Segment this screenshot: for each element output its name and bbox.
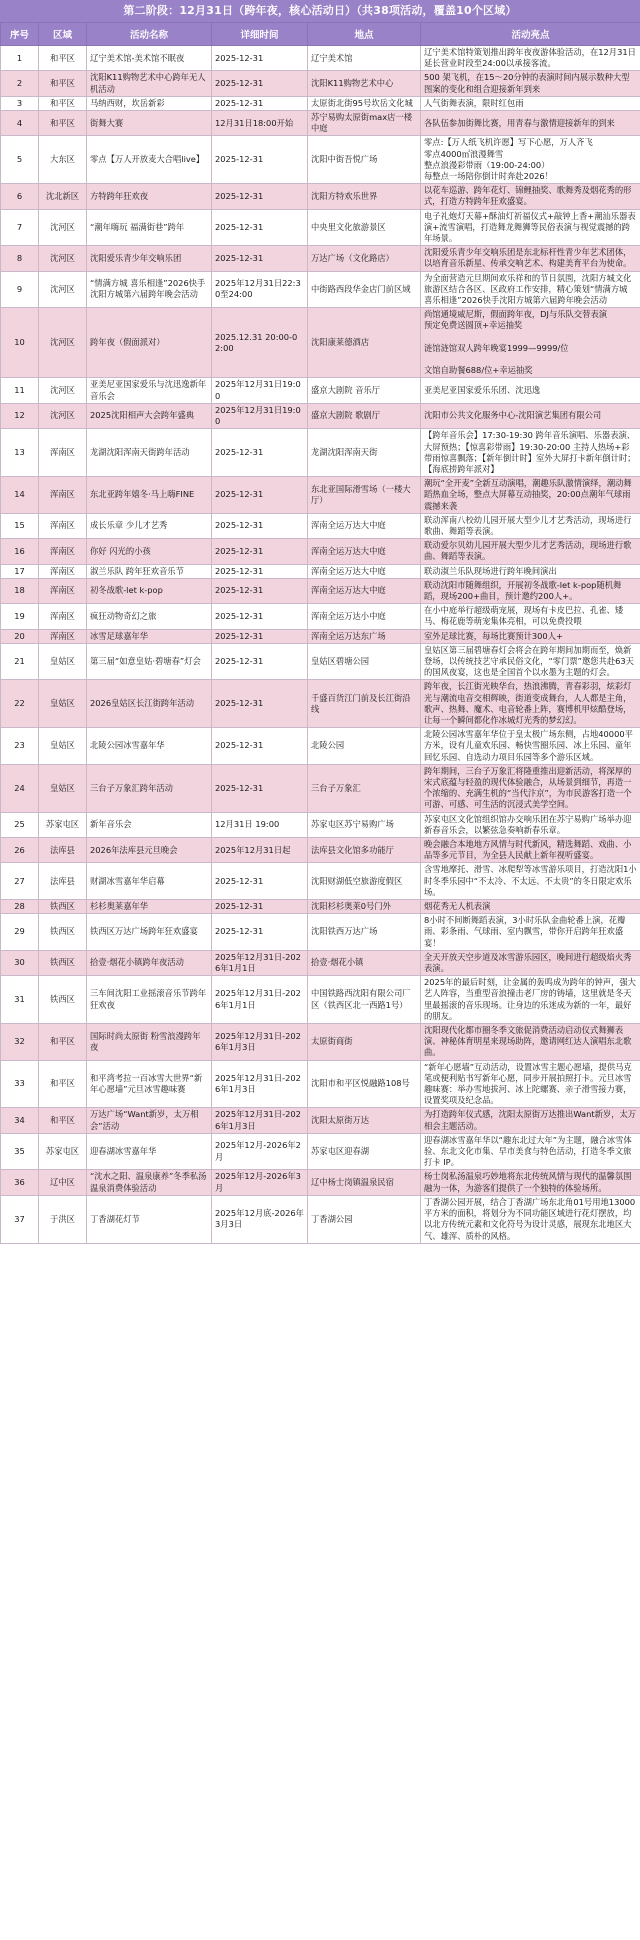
cell-highlight: “新年心愿墙”互动活动，设置冰雪主题心愿墙，提供马克笔或便利贴书写新年心愿，同步开展拍照打卡。元旦冰雪趣味赛：举办雪地拔河、冰上陀螺赛、亲子滑雪接力赛，设置奖项及纪念品。 — [421, 1060, 640, 1108]
cell-highlight: 以花车巡游、跨年花灯、锦鲤抽奖、歌舞秀及烟花秀的形式，打造方特跨年狂欢盛宴。 — [421, 184, 640, 209]
cell-name: 新年音乐会 — [87, 812, 212, 837]
cell-highlight: 人气街舞表演，限时红包雨 — [421, 96, 640, 110]
cell-highlight: 联动淑兰乐队现场进行跨年晚间演出 — [421, 564, 640, 578]
cell-place: 沈阳中街吾悦广场 — [308, 136, 421, 184]
cell-no: 2 — [1, 71, 39, 96]
table-row — [1, 513, 640, 538]
cell-time: 2025-12-31 — [212, 477, 308, 514]
cell-district: 皇姑区 — [39, 643, 87, 680]
cell-no: 22 — [1, 680, 39, 728]
cell-no: 5 — [1, 136, 39, 184]
cell-name: “情满方城 喜乐相逢”2026快手沈阳方城第六届跨年晚会活动 — [87, 271, 212, 308]
cell-time: 2025-12-31 — [212, 429, 308, 477]
header-row — [1, 23, 640, 46]
table-row — [1, 976, 640, 1024]
cell-name: 北陵公园冰雪嘉年华 — [87, 728, 212, 765]
cell-no: 27 — [1, 863, 39, 900]
cell-district: 浑南区 — [39, 539, 87, 564]
cell-place: 中央里文化旅游景区 — [308, 209, 421, 246]
cell-place: 盛京大剧院 歌剧厅 — [308, 403, 421, 428]
cell-time: 2025年12月31日-2026年1月3日 — [212, 1024, 308, 1061]
cell-no: 24 — [1, 764, 39, 812]
cell-name: “沈水之阳、温泉康养”冬季私汤温泉消费体验活动 — [87, 1170, 212, 1195]
cell-highlight: 尚馆通境威尼斯，假面跨年夜，DJ与乐队交替表演 预定免费送圆顶+幸运抽奖 涟馆涟馆双人跨年晚宴1999—9999/位 文馆自助餐688/位+幸运抽奖 — [421, 308, 640, 378]
cell-no: 16 — [1, 539, 39, 564]
cell-name: 2026年法库县元旦晚会 — [87, 838, 212, 863]
cell-no: 20 — [1, 629, 39, 643]
cell-place: 浑南全运万达东广场 — [308, 629, 421, 643]
cell-time: 2025-12-31 — [212, 604, 308, 629]
cell-highlight: 为打造跨年仪式感，沈阳太原街万达推出Want新岁，太万相会主题活动。 — [421, 1108, 640, 1133]
col-header-highlight: 活动亮点 — [421, 23, 640, 46]
cell-time: 2025年12月31日19:00 — [212, 378, 308, 403]
table-row — [1, 914, 640, 951]
cell-time: 2025-12-31 — [212, 764, 308, 812]
cell-name: 街舞大赛 — [87, 111, 212, 136]
cell-no: 8 — [1, 246, 39, 271]
cell-time: 2025年12月-2026年2月 — [212, 1133, 308, 1170]
cell-place: 太原街商街 — [308, 1024, 421, 1061]
cell-place: 苏宁易购太原街max店一楼中庭 — [308, 111, 421, 136]
cell-highlight: 沈阳市公共文化服务中心-沈阳演艺集团有限公司 — [421, 403, 640, 428]
cell-place: 浑南全运万达小中庭 — [308, 604, 421, 629]
cell-no: 36 — [1, 1170, 39, 1195]
cell-no: 7 — [1, 209, 39, 246]
cell-place: 浑南全运万达大中庭 — [308, 539, 421, 564]
table-row — [1, 1060, 640, 1108]
table-row — [1, 71, 640, 96]
cell-no: 37 — [1, 1195, 39, 1243]
cell-highlight: 丁香湖公园开展，结合丁香湖广场东北角01号用地13000平方米的面积，将划分为不同功能区域进行花灯摆放，均以北方传统元素和文化符号为设计灵感，展现东北地区大气、雄浑、质朴的风格。 — [421, 1195, 640, 1243]
cell-district: 苏家屯区 — [39, 812, 87, 837]
table-row — [1, 96, 640, 110]
cell-district: 浑南区 — [39, 477, 87, 514]
table-row — [1, 46, 640, 71]
cell-district: 沈河区 — [39, 271, 87, 308]
table-row — [1, 1170, 640, 1195]
phase-banner: 第二阶段：12月31日（跨年夜，核心活动日）（共38项活动，覆盖10个区域） — [0, 0, 640, 22]
cell-place: 拾壹·烟花小镇 — [308, 950, 421, 975]
cell-name: 国际时尚太原街 粉雪浪漫跨年夜 — [87, 1024, 212, 1061]
cell-highlight: 沈阳爱乐青少年交响乐团是东北标杆性青少年艺术团体，以培育音乐新星、传承交响艺术、构建美育平台为使命。 — [421, 246, 640, 271]
cell-highlight: 为全面营造元旦期间欢乐祥和的节日氛围，沈阳方城文化旅游区结合各区、区政府工作安排，精心策划“情满方城 喜乐相逢”2026快手沈阳方城第六届跨年晚会活动 — [421, 271, 640, 308]
cell-name: “潮年嗨玩 福满街巷”跨年 — [87, 209, 212, 246]
cell-place: 龙湖沈阳浑南天街 — [308, 429, 421, 477]
cell-place: 苏家屯区迎春湖 — [308, 1133, 421, 1170]
cell-name: 万达广场“Want新岁，太万相会”活动 — [87, 1108, 212, 1133]
cell-no: 30 — [1, 950, 39, 975]
cell-district: 皇姑区 — [39, 680, 87, 728]
cell-name: 沈阳K11购物艺术中心跨年无人机活动 — [87, 71, 212, 96]
cell-name: 你好 闪光的小孩 — [87, 539, 212, 564]
table-row — [1, 629, 640, 643]
table-row — [1, 111, 640, 136]
cell-no: 13 — [1, 429, 39, 477]
cell-time: 2025-12-31 — [212, 513, 308, 538]
cell-time: 2025-12-31 — [212, 680, 308, 728]
cell-no: 25 — [1, 812, 39, 837]
cell-highlight: 8小时不间断舞蹈表演，3小时乐队金曲轮番上演，花瓣雨、彩条雨、气球雨、室内飘雪，带你开启跨年狂欢盛宴！ — [421, 914, 640, 951]
cell-district: 铁西区 — [39, 976, 87, 1024]
cell-district: 辽中区 — [39, 1170, 87, 1195]
cell-highlight: 杨士岗私汤温泉巧妙地将东北传统风情与现代的温馨氛围融为一体，为游客们提供了一个独特的体验场所。 — [421, 1170, 640, 1195]
cell-time: 12月31日18:00开始 — [212, 111, 308, 136]
cell-time: 2025年12月31日-2026年1月1日 — [212, 950, 308, 975]
activity-table — [0, 22, 640, 1244]
cell-name: 2026皇姑区长江街跨年活动 — [87, 680, 212, 728]
cell-place: 沈阳杉杉奥莱0号门外 — [308, 900, 421, 914]
cell-time: 2025年12月31日起 — [212, 838, 308, 863]
cell-highlight: 联动爱尔贝幼儿园开展大型少儿才艺秀活动，现场进行歌曲、舞蹈等表演。 — [421, 539, 640, 564]
cell-name: 杉杉奥莱嘉年华 — [87, 900, 212, 914]
cell-name: 第三届“如意皇姑·碧塘春”灯会 — [87, 643, 212, 680]
cell-time: 2025.12.31 20:00-02:00 — [212, 308, 308, 378]
cell-highlight: 亚美尼亚国家爱乐乐团、沈迅逸 — [421, 378, 640, 403]
cell-district: 铁西区 — [39, 900, 87, 914]
cell-name: 铁西区万达广场跨年狂欢盛宴 — [87, 914, 212, 951]
cell-highlight: 潮玩“全开麦”全新互动演唱，潮趣乐队激情演绎，潮动舞蹈热血全场，整点大屏幕互动抽奖，20:00点潮年气球雨震撼来袭 — [421, 477, 640, 514]
cell-highlight: 【跨年音乐会】17:30-19:30 跨年音乐演唱、乐器表演、大屏预热；【惊喜彩带雨】19:30-20:00 主持人热场+彩带雨惊喜飘落；【新年倒计时】室外大屏打卡新年倒计时；【海底捞跨年派对】 — [421, 429, 640, 477]
col-header-place: 地点 — [308, 23, 421, 46]
cell-no: 15 — [1, 513, 39, 538]
cell-name: 丁香湖花灯节 — [87, 1195, 212, 1243]
cell-time: 2025-12-31 — [212, 564, 308, 578]
cell-district: 皇姑区 — [39, 764, 87, 812]
cell-place: 沈阳康莱德酒店 — [308, 308, 421, 378]
cell-time: 2025-12-31 — [212, 96, 308, 110]
cell-highlight: 辽宁美术馆特策划推出跨年夜夜游体验活动，在12月31日延长营业时段至24:00以承接客流。 — [421, 46, 640, 71]
cell-no: 23 — [1, 728, 39, 765]
cell-no: 10 — [1, 308, 39, 378]
cell-place: 盛京大剧院 音乐厅 — [308, 378, 421, 403]
table-row — [1, 950, 640, 975]
cell-time: 12月31日 19:00 — [212, 812, 308, 837]
cell-name: 跨年夜（假面派对） — [87, 308, 212, 378]
table-row — [1, 477, 640, 514]
table-row — [1, 604, 640, 629]
cell-highlight: 苏家屯区文化馆组织馆办交响乐团在苏宁易购广场举办迎新春音乐会，以繁弦急奏响新春乐章。 — [421, 812, 640, 837]
cell-highlight: 跨年夜，长江街光映华台，热浪沸腾，青春彩羽，炫彩灯光与潮流电音交相辉映，街道变成舞台，人人都是主角，歌声、热舞、魔术、电音轮番上阵，赛博机甲炫酷登场，让每一个瞬间都化作冰城灯光秀的梦幻幻。 — [421, 680, 640, 728]
cell-highlight: 跨年期间，三台子万象汇将隆重推出迎新活动，将深厚的宋式底蕴与轻盈的现代体验融合，从场景到细节，再造一个浓缩的、充满生机的“当代汴京”，为市民游客打造一个可游、可感、可生活的沉浸式美学空间。 — [421, 764, 640, 812]
cell-no: 34 — [1, 1108, 39, 1133]
cell-highlight: 电子礼炮灯天幕+酥油灯祈福仪式+敲钟上香+潮汕乐器表演+流雪演唱，打造舞龙舞狮等民俗表演与视觉震撼的跨年场景。 — [421, 209, 640, 246]
cell-name: 马纳西财，坎岳新彩 — [87, 96, 212, 110]
cell-highlight: 迎春湖冰雪嘉年华以“趣东北过大年”为主题，融合冰雪体验、东北文化市集、早市美食与特色活动，打造冬季文旅打卡 IP。 — [421, 1133, 640, 1170]
cell-no: 33 — [1, 1060, 39, 1108]
cell-place: 沈阳铁西万达广场 — [308, 914, 421, 951]
cell-no: 35 — [1, 1133, 39, 1170]
cell-place: 三台子万象汇 — [308, 764, 421, 812]
cell-no: 17 — [1, 564, 39, 578]
cell-place: 中街路西段华金店门前区域 — [308, 271, 421, 308]
cell-district: 浑南区 — [39, 513, 87, 538]
cell-highlight: 联动浑南八校幼儿园开展大型少儿才艺秀活动，现场进行歌曲、舞蹈等表演。 — [421, 513, 640, 538]
cell-time: 2025-12-31 — [212, 71, 308, 96]
table-row — [1, 539, 640, 564]
cell-place: 中国铁路西沈阳有限公司厂区（铁西区北一西路1号） — [308, 976, 421, 1024]
table-row — [1, 643, 640, 680]
table-row — [1, 429, 640, 477]
cell-highlight: 各队伍参加街舞比赛，用青春与激情迎接新年的到来 — [421, 111, 640, 136]
cell-district: 浑南区 — [39, 578, 87, 603]
cell-name: 和平湾考拉一百冰雪大世界“新年心愿墙”元旦冰雪趣味赛 — [87, 1060, 212, 1108]
cell-highlight: 2025年的最后时刻，让金属的轰鸣成为跨年的钟声，强大艺人阵容，当重型音浪撞击老厂房的铸墙，这里就是冬天里最摇滚的音乐现场。让身边的乐迷成为新的一年，最好的朋友。 — [421, 976, 640, 1024]
cell-name: 疯狂动物奇幻之旅 — [87, 604, 212, 629]
table-row — [1, 136, 640, 184]
cell-district: 和平区 — [39, 71, 87, 96]
cell-highlight: 在小中庭举行超级萌宠展，现场有卡皮巴拉、孔雀、矮马、梅花鹿等萌宠集体亮相，可以免费投喂 — [421, 604, 640, 629]
cell-no: 1 — [1, 46, 39, 71]
cell-district: 铁西区 — [39, 914, 87, 951]
cell-time: 2025-12-31 — [212, 863, 308, 900]
table-row — [1, 564, 640, 578]
cell-district: 大东区 — [39, 136, 87, 184]
cell-time: 2025-12-31 — [212, 539, 308, 564]
table-row — [1, 838, 640, 863]
table-row — [1, 1133, 640, 1170]
cell-district: 和平区 — [39, 1024, 87, 1061]
table-row — [1, 209, 640, 246]
cell-time: 2025年12月底-2026年3月3日 — [212, 1195, 308, 1243]
cell-no: 26 — [1, 838, 39, 863]
cell-name: 三车间沈阳工业摇滚音乐节跨年狂欢夜 — [87, 976, 212, 1024]
cell-place: 法库县文化馆多功能厅 — [308, 838, 421, 863]
cell-name: 初冬战歌-let k-pop — [87, 578, 212, 603]
cell-name: 拾壹·烟花小镇跨年夜活动 — [87, 950, 212, 975]
cell-place: 辽中杨士岗镇温泉民宿 — [308, 1170, 421, 1195]
cell-no: 14 — [1, 477, 39, 514]
table-row — [1, 863, 640, 900]
cell-place: 辽宁美术馆 — [308, 46, 421, 71]
cell-district: 于洪区 — [39, 1195, 87, 1243]
table-row — [1, 403, 640, 428]
cell-place: 丁香湖公园 — [308, 1195, 421, 1243]
table-row — [1, 728, 640, 765]
table-row — [1, 812, 640, 837]
table-row — [1, 308, 640, 378]
col-header-name: 活动名称 — [87, 23, 212, 46]
cell-time: 2025-12-31 — [212, 209, 308, 246]
cell-district: 法库县 — [39, 863, 87, 900]
cell-district: 和平区 — [39, 96, 87, 110]
cell-name: 财湖冰雪嘉年华启幕 — [87, 863, 212, 900]
cell-highlight: 全天开放天空步道及冰雪游乐园区，晚间进行超级焰火秀表演。 — [421, 950, 640, 975]
cell-name: 亚美尼亚国家爱乐与沈迅逸新年音乐会 — [87, 378, 212, 403]
cell-name: 冰雪足球嘉年华 — [87, 629, 212, 643]
cell-name: 成长乐章 少儿才艺秀 — [87, 513, 212, 538]
cell-time: 2025年12月31日22:30至24:00 — [212, 271, 308, 308]
cell-highlight: 沈阳现代化都市圈冬季文旅促消费活动启动仪式舞狮表演、神秘体育明星来现场助阵，邀请网红达人演唱东北歌曲。 — [421, 1024, 640, 1061]
cell-place: 沈阳K11购物艺术中心 — [308, 71, 421, 96]
cell-highlight: 北陵公园冰雪嘉年华位于皇太极广场东侧，占地40000平方米，设有儿童欢乐园、畅快雪圈乐园、冰上乐园、童年回忆乐园、自选动力项目乐园等多个游乐区域。 — [421, 728, 640, 765]
cell-time: 2025-12-31 — [212, 246, 308, 271]
cell-no: 21 — [1, 643, 39, 680]
table-row — [1, 1108, 640, 1133]
cell-no: 4 — [1, 111, 39, 136]
cell-district: 沈河区 — [39, 246, 87, 271]
cell-time: 2025年12月31日19:00 — [212, 403, 308, 428]
cell-district: 苏家屯区 — [39, 1133, 87, 1170]
cell-highlight: 晚会融合本地地方风情与时代新风，精选舞蹈、戏曲、小品等多元节目，为全县人民献上新年视听盛宴。 — [421, 838, 640, 863]
cell-time: 2025-12-31 — [212, 728, 308, 765]
cell-place: 万达广场（文化路店） — [308, 246, 421, 271]
cell-place: 浑南全运万达大中庭 — [308, 578, 421, 603]
cell-no: 32 — [1, 1024, 39, 1061]
cell-no: 6 — [1, 184, 39, 209]
cell-name: 淑兰乐队 跨年狂欢音乐节 — [87, 564, 212, 578]
cell-place: 沈阳财湖低空旅游度假区 — [308, 863, 421, 900]
cell-time: 2025-12-31 — [212, 46, 308, 71]
cell-name: 方特跨年狂欢夜 — [87, 184, 212, 209]
cell-name: 龙湖沈阳浑南天街跨年活动 — [87, 429, 212, 477]
cell-district: 浑南区 — [39, 429, 87, 477]
cell-place: 沈阳太原街万达 — [308, 1108, 421, 1133]
cell-district: 浑南区 — [39, 604, 87, 629]
cell-place: 沈阳市和平区悦融路108号 — [308, 1060, 421, 1108]
cell-time: 2025-12-31 — [212, 136, 308, 184]
cell-name: 东北亚跨年嬉冬·马上嗨FINE — [87, 477, 212, 514]
cell-district: 沈河区 — [39, 378, 87, 403]
cell-no: 3 — [1, 96, 39, 110]
cell-highlight: 联动沈阳市随舞组织，开展初冬战歌-let k-pop随机舞蹈，现场200+曲目，预计邀约200人+。 — [421, 578, 640, 603]
cell-place: 东北亚国际滑雪场（一楼大厅） — [308, 477, 421, 514]
cell-time: 2025-12-31 — [212, 578, 308, 603]
cell-highlight: 室外足球比赛，每场比赛预计300人+ — [421, 629, 640, 643]
table-row — [1, 378, 640, 403]
table-row — [1, 680, 640, 728]
cell-highlight: 零点:【万人纸飞机许愿】写下心愿，万人齐飞 零点4000㎡浪漫舞雪 整点浪漫彩带雨（19:00-24:00） 每整点一场陪你倒计时奔赴2026！ — [421, 136, 640, 184]
table-row — [1, 578, 640, 603]
cell-district: 和平区 — [39, 1108, 87, 1133]
cell-no: 29 — [1, 914, 39, 951]
cell-district: 皇姑区 — [39, 728, 87, 765]
cell-no: 28 — [1, 900, 39, 914]
cell-name: 辽宁美术馆-美术馆不眠夜 — [87, 46, 212, 71]
cell-name: 2025沈阳相声大会跨年盛典 — [87, 403, 212, 428]
cell-no: 31 — [1, 976, 39, 1024]
cell-no: 19 — [1, 604, 39, 629]
cell-district: 和平区 — [39, 46, 87, 71]
cell-place: 北陵公园 — [308, 728, 421, 765]
cell-no: 11 — [1, 378, 39, 403]
cell-district: 浑南区 — [39, 564, 87, 578]
cell-highlight: 烟花秀无人机表演 — [421, 900, 640, 914]
cell-time: 2025-12-31 — [212, 914, 308, 951]
cell-place: 千盛百货江门前及长江街沿线 — [308, 680, 421, 728]
cell-place: 皇姑区碧塘公园 — [308, 643, 421, 680]
cell-district: 法库县 — [39, 838, 87, 863]
cell-district: 沈北新区 — [39, 184, 87, 209]
cell-district: 浑南区 — [39, 629, 87, 643]
table-row — [1, 764, 640, 812]
col-header-time: 详细时间 — [212, 23, 308, 46]
cell-place: 苏家屯区苏宁易购广场 — [308, 812, 421, 837]
cell-highlight: 500 架飞机，在15～20分钟的表演时间内展示数种大型图案的变化和组合迎接新年到来 — [421, 71, 640, 96]
cell-time: 2025年12月31日-2026年1月3日 — [212, 1060, 308, 1108]
cell-place: 太原街北街95号坎岳文化城 — [308, 96, 421, 110]
cell-place: 沈阳方特欢乐世界 — [308, 184, 421, 209]
cell-name: 零点【万人开放麦大合唱live】 — [87, 136, 212, 184]
cell-time: 2025-12-31 — [212, 629, 308, 643]
table-row — [1, 900, 640, 914]
cell-no: 9 — [1, 271, 39, 308]
cell-name: 三台子万象汇跨年活动 — [87, 764, 212, 812]
cell-place: 浑南全运万达大中庭 — [308, 564, 421, 578]
cell-name: 迎春湖冰雪嘉年华 — [87, 1133, 212, 1170]
cell-time: 2025年12月31日-2026年1月3日 — [212, 1108, 308, 1133]
cell-district: 沈河区 — [39, 403, 87, 428]
table-row — [1, 184, 640, 209]
cell-time: 2025-12-31 — [212, 900, 308, 914]
cell-district: 沈河区 — [39, 308, 87, 378]
cell-highlight: 皇姑区第三届碧塘春灯会将会在跨年期间加期而至，焕新登场，以传统技艺守承民俗文化，“零门票”邀您共赴63天的国风夜宴，这也是全国首个以水墨为主题的灯会。 — [421, 643, 640, 680]
cell-district: 铁西区 — [39, 950, 87, 975]
table-row — [1, 1024, 640, 1061]
cell-highlight: 含雪地摩托、滑雪、冰爬犁等冰雪游乐项目，打造沈阳1小时冬季乐园中“不太冷、不太远、不太贵”的冬日限定欢乐场。 — [421, 863, 640, 900]
cell-no: 18 — [1, 578, 39, 603]
cell-district: 沈河区 — [39, 209, 87, 246]
cell-name: 沈阳爱乐青少年交响乐团 — [87, 246, 212, 271]
cell-district: 和平区 — [39, 111, 87, 136]
col-header-district: 区域 — [39, 23, 87, 46]
cell-place: 浑南全运万达大中庭 — [308, 513, 421, 538]
cell-time: 2025年12月-2026年3月 — [212, 1170, 308, 1195]
cell-district: 和平区 — [39, 1060, 87, 1108]
cell-time: 2025-12-31 — [212, 184, 308, 209]
cell-time: 2025年12月31日-2026年1月1日 — [212, 976, 308, 1024]
cell-time: 2025-12-31 — [212, 643, 308, 680]
col-header-no: 序号 — [1, 23, 39, 46]
cell-no: 12 — [1, 403, 39, 428]
table-row — [1, 1195, 640, 1243]
table-row — [1, 271, 640, 308]
table-row — [1, 246, 640, 271]
